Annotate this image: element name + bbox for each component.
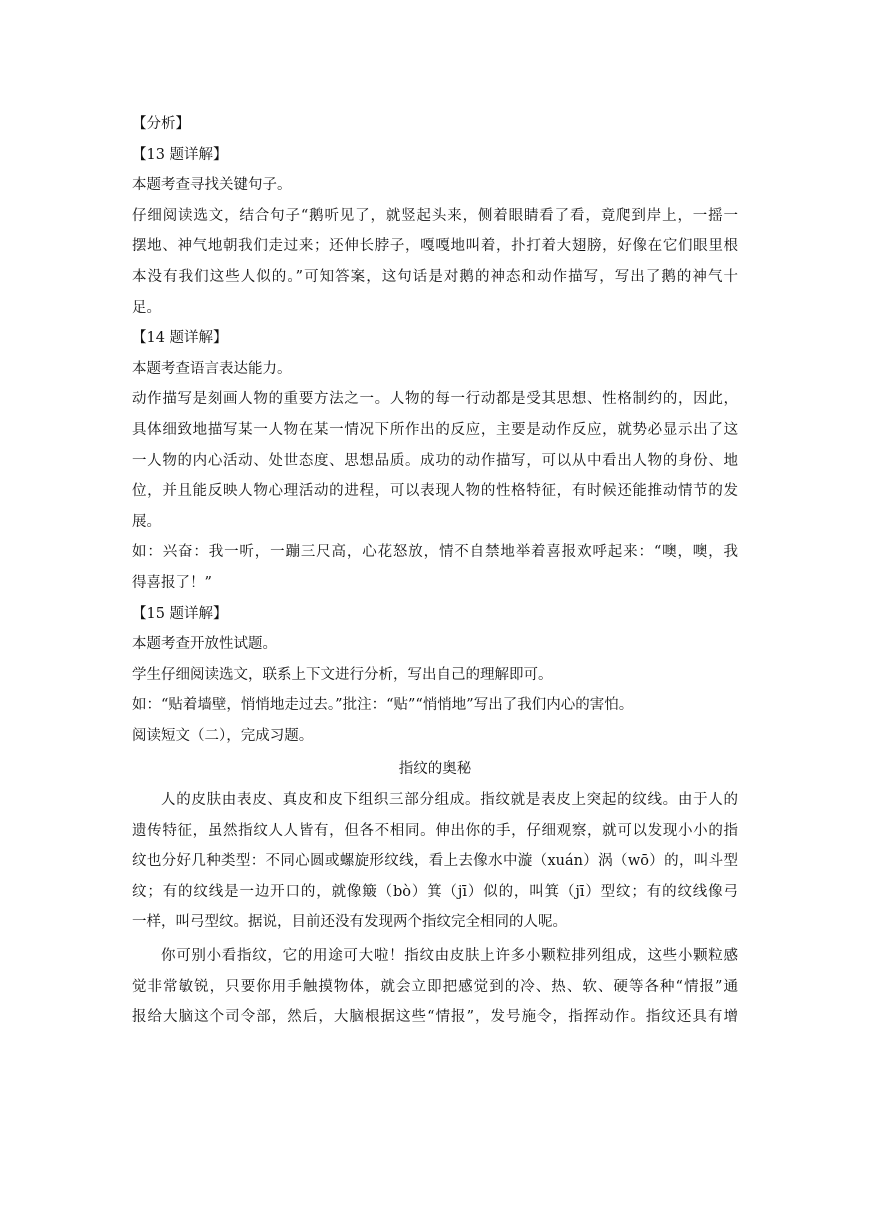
text-line: 如：兴奋：我一听，一蹦三尺高，心花怒放，情不自禁地举着喜报欢呼起来：“噢，噢，我 [132,544,738,561]
text-line: 本没有我们这些人似的。”可知答案，这句话是对鹅的神态和动作描写，写出了鹅的神气十 [132,268,738,285]
q15-explanation [132,660,738,691]
text-line: 摆地、神气地朝我们走过来；还伸长脖子，嘎嘎地叫着，扑打着大翅膀，好像在它们眼里根 [132,238,738,255]
text-line: 足。 [132,299,161,316]
text-line: 本题考查寻找关键句子。 [132,177,292,194]
text-line: 仔细阅读选文，结合句子“鹅听见了，就竖起头来，侧着眼睛看了看，竟爬到岸上，一摇一 [132,207,738,224]
text-line: 纹也分好几种类型：不同心圆或螺旋形纹线，看上去像水中漩（xuán）涡（wō）的，叫斗型 [132,853,738,870]
text-line: 如：“贴着墙壁，悄悄地走过去。”批注：“贴”“悄悄地”写出了我们内心的害怕。 [132,697,634,714]
q14-heading [132,323,738,354]
q13-explanation [132,201,738,323]
text-line: 展。 [132,513,161,530]
q15-heading [132,599,738,630]
text-line: 位，并且能反映人物心理活动的进程，可以表现人物的性格特征，有时候还能推动情节的发 [132,483,738,500]
q13-heading [132,140,738,171]
text-line: 纹；有的纹线是一边开口的，就像簸（bò）箕（jī）似的，叫箕（jī）型纹；有的纹线像弓 [132,883,738,900]
document-content [132,109,738,1033]
passage-title: 指纹的奥秘 [398,761,472,778]
text-line: 遗传特征，虽然指纹人人皆有，但各不相同。伸出你的手，仔细观察，就可以发现小小的指 [132,822,738,839]
text-line: 得喜报了！” [132,574,212,591]
q15-topic [132,629,738,660]
q14-topic [132,354,738,385]
text-line: 报给大脑这个司令部，然后，大脑根据这些“情报”，发号施令，指挥动作。指纹还具有增 [132,1009,738,1026]
text-line: 具体细致地描写某一人物在某一情况下所作出的反应，主要是动作反应，就势必显示出了这 [132,421,738,438]
analysis-heading [132,109,738,140]
text-line: 【13 题详解】 [132,146,228,163]
text-line: 你可别小看指纹，它的用途可大啦！指纹由皮肤上许多小颗粒排列组成，这些小颗粒感 [161,948,738,965]
text-line: 学生仔细阅读选文，联系上下文进行分析，写出自己的理解即可。 [132,666,553,683]
text-line: 阅读短文（二），完成习题。 [132,727,314,744]
passage-paragraph-1 [132,785,738,938]
text-line: 本题考查开放性试题。 [132,636,277,653]
q15-example [132,690,738,721]
q13-topic [132,170,738,201]
text-line: 人的皮肤由表皮、真皮和皮下组织三部分组成。指纹就是表皮上突起的纹线。由于人的 [161,792,738,809]
passage-paragraph-2 [132,941,738,1033]
q14-explanation [132,384,738,537]
text-line: 【15 题详解】 [132,605,228,622]
text-line: 【分析】 [132,116,190,132]
text-line: 动作描写是刻画人物的重要方法之一。人物的每一行动都是受其思想、性格制约的，因此， [132,391,738,408]
text-line: 本题考查语言表达能力。 [132,360,292,377]
text-line: 【14 题详解】 [132,330,228,347]
text-line: 一人物的内心活动、处世态度、思想品质。成功的动作描写，可以从中看出人物的身份、地 [132,452,738,469]
text-line: 觉非常敏锐，只要你用手触摸物体，就会立即把感觉到的冷、热、软、硬等各种“情报”通 [132,978,738,995]
q14-example [132,537,738,598]
text-line: 一样，叫弓型纹。据说，目前还没有发现两个指纹完全相同的人呢。 [132,914,567,931]
reading-instruction [132,721,738,752]
